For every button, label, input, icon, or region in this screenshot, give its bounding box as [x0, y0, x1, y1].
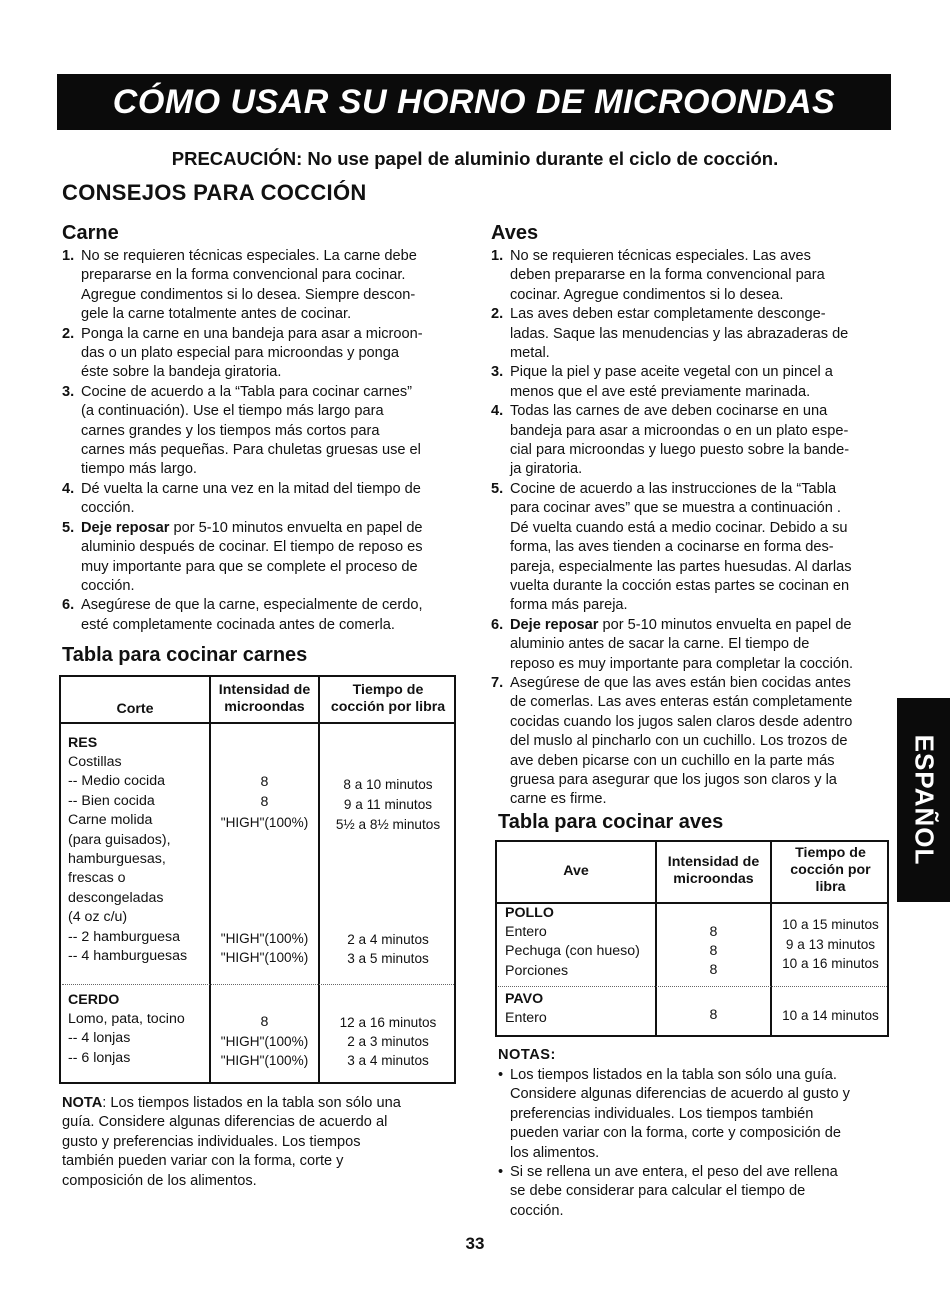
meat-table-title: Tabla para cocinar carnes	[62, 644, 308, 666]
res-time-2: 9 a 11 minutos	[343, 797, 433, 812]
note-item-1	[498, 1066, 893, 1163]
res-cut: (4 oz c/u)	[68, 909, 128, 926]
cerdo-cut: -- 6 lonjas	[68, 1049, 131, 1066]
carne-item-3	[62, 383, 462, 480]
carne-item-line: éste sobre la bandeja giratoria.	[81, 364, 282, 381]
aves-item-line: Cocine de acuerdo a las instrucciones de la “Tabla	[510, 480, 837, 497]
poultry-table-header-rule	[495, 902, 889, 904]
aves-item-1	[491, 247, 891, 305]
aves-item-line: carne es firme.	[510, 791, 607, 808]
aves-item-line: No se requieren técnicas especiales. Las aves	[510, 248, 811, 264]
cerdo-time-1: 12 a 16 minutos	[339, 1015, 437, 1030]
cerdo-power-1: 8	[260, 1014, 269, 1030]
poultry-pollo-cuts	[505, 923, 657, 981]
res-power-1: 8	[260, 774, 269, 790]
carne-item-4	[62, 480, 462, 519]
pavo-time-1: 10 a 14 minutos	[782, 1008, 879, 1023]
cerdo-cut: Lomo, pata, tocino	[68, 1011, 185, 1027]
pollo-power-1: 8	[709, 924, 718, 940]
carne-item-5	[62, 519, 462, 597]
carne-item-keyword: Deje reposar	[81, 519, 170, 536]
meat-res-cuts	[68, 753, 210, 966]
res-power-5: "HIGH"(100%)	[220, 950, 309, 965]
carne-item-number: 2.	[62, 325, 75, 342]
aves-item-number: 3.	[491, 364, 504, 381]
notes-title: NOTAS:	[498, 1047, 556, 1063]
aves-item-line: Deje reposar por 5-10 minutos envuelta en papel de	[510, 616, 852, 633]
aves-item-line: reposo es muy importante para completar la cocción.	[510, 655, 854, 672]
carne-item-number: 4.	[62, 480, 75, 497]
carne-item-line: aluminio después de cocinar. El tiempo de reposo es	[81, 539, 423, 556]
aves-item-3	[491, 363, 891, 402]
aves-item-number: 5.	[491, 480, 504, 497]
note-line: Considere algunas diferencias de acuerdo al gusto y	[510, 1086, 850, 1103]
carne-item-line: Cocine de acuerdo a la “Tabla para cocinar carnes”	[81, 383, 412, 400]
note-line: pueden variar con la forma, corte y composición de	[510, 1125, 841, 1142]
aves-item-number: 2.	[491, 306, 504, 323]
note-line: preferencias individuales. Los tiempos también	[510, 1105, 814, 1122]
pollo-power-3: 8	[709, 962, 718, 978]
meat-table-group-rule	[62, 984, 454, 985]
carne-instructions	[62, 247, 462, 635]
pollo-cut: Pechuga (con hueso)	[505, 943, 640, 960]
res-time-3: 5½ a 8½ minutos	[335, 817, 441, 832]
res-cut: -- 2 hamburguesa	[68, 928, 180, 945]
pollo-cut: Porciones	[505, 962, 569, 979]
aves-item-line: ladas. Saque las menudencias y las abrazaderas de	[510, 325, 849, 342]
notes-list	[498, 1066, 893, 1221]
carne-item-line: muy importante para que se complete el proceso de	[81, 558, 418, 575]
carne-item-number: 6.	[62, 597, 75, 614]
meat-note-line: gusto y preferencias individuales. Los tiempos	[62, 1133, 361, 1150]
res-power-4: "HIGH"(100%)	[220, 931, 309, 946]
poultry-table-title: Tabla para cocinar aves	[498, 811, 724, 833]
carne-item-line: Dé vuelta la carne una vez en la mitad del tiempo de	[81, 480, 421, 497]
carne-item-line: das o un plato especial para microondas y ponga	[81, 345, 400, 362]
carne-item-line: tiempo más largo.	[81, 461, 197, 478]
carne-item-6	[62, 596, 462, 635]
poultry-group-pavo: PAVO	[505, 991, 544, 1007]
carne-item-line: cocción.	[81, 577, 135, 594]
cerdo-time-3: 3 a 4 minutos	[347, 1053, 429, 1068]
aves-item-line: para cocinar aves” que se muestra a continuación .	[510, 500, 841, 517]
carne-item-line: Asegúrese de que la carne, especialmente de cerdo,	[81, 597, 423, 614]
cerdo-power-2: "HIGH"(100%)	[220, 1034, 309, 1049]
carne-item-line: carnes grandes y los tiempos más cortos para	[81, 422, 380, 439]
poultry-col-ave: Ave	[563, 863, 589, 879]
carne-item-1	[62, 247, 462, 325]
pollo-time-2: 9 a 13 minutos	[785, 937, 876, 952]
page-number: 33	[465, 1234, 485, 1253]
carne-item-line: gele la carne totalmente antes de cocinar.	[81, 306, 352, 323]
meat-col-corte: Corte	[116, 701, 154, 717]
meat-cerdo-cuts	[68, 1010, 210, 1068]
carne-item-line: cocción.	[81, 500, 135, 517]
aves-item-line: bandeja para asar a microondas o en un plato espe-	[510, 422, 849, 439]
carne-item-line: (a continuación). Use el tiempo más largo para	[81, 403, 384, 420]
res-cut: hamburguesas,	[68, 851, 166, 868]
meat-note-line: también pueden variar con la forma, corte y	[62, 1153, 344, 1170]
aves-item-6	[491, 616, 891, 674]
aves-item-line: Asegúrese de que las aves están bien cocidas antes	[510, 674, 851, 691]
aves-item-line: Todas las carnes de ave deben cocinarse en una	[510, 403, 828, 420]
aves-item-2	[491, 305, 891, 363]
note-item-2	[498, 1163, 893, 1221]
res-time-5: 3 a 5 minutos	[347, 951, 429, 966]
res-cut: frescas o	[68, 870, 126, 887]
page-banner-title: CÓMO USAR SU HORNO DE MICROONDAS	[57, 74, 891, 130]
res-cut: Costillas	[68, 754, 122, 770]
note-line: Si se rellena un ave entera, el peso del ave rellena	[510, 1164, 838, 1181]
pollo-cut: Entero	[505, 924, 547, 940]
carne-item-2	[62, 325, 462, 383]
pavo-power-1: 8	[709, 1007, 718, 1023]
res-cut: -- Bien cocida	[68, 792, 155, 809]
res-cut: Carne molida	[68, 812, 153, 829]
aves-item-4	[491, 402, 891, 480]
aves-item-number: 4.	[491, 403, 504, 420]
aves-item-number: 6.	[491, 616, 504, 633]
aves-item-line: vuelta durante la cocción estas partes se cocinan en	[510, 577, 850, 594]
language-tab	[897, 698, 950, 902]
note-line: cocción.	[510, 1202, 564, 1219]
aves-item-line: pareja, especialmente las partes huesudas. Al darlas	[510, 558, 852, 575]
aves-item-number: 1.	[491, 248, 504, 264]
meat-note-line: composición de los alimentos.	[62, 1172, 257, 1189]
carne-item-line: Agregue condimentos si lo desea. Siempre descon-	[81, 286, 416, 303]
aves-item-line: cocinar. Agregue condimentos si lo desea.	[510, 286, 784, 303]
aves-item-line: cial para microondas y luego puesto sobre la bande-	[510, 442, 850, 459]
meat-note-line: NOTA: Los tiempos listados en la tabla son sólo una	[62, 1095, 401, 1111]
aves-item-line: ave deben picarse con un cuchillo en la parte más	[510, 752, 835, 769]
res-time-4: 2 a 4 minutos	[347, 932, 429, 947]
aves-item-line: ja giratoria.	[510, 461, 583, 478]
aves-instructions	[491, 247, 891, 810]
res-cut: -- 4 hamburguesas	[68, 948, 188, 965]
aves-item-line: del muslo al pincharlo con un cuchillo. Los trozos de	[510, 733, 848, 750]
res-cut: (para guisados),	[68, 831, 171, 848]
meat-col-intensidad: Intensidad de microondas	[218, 682, 311, 715]
aves-item-line: de comerlas. Las aves enteras están completamente	[510, 694, 853, 711]
meat-group-res: RES	[68, 735, 98, 751]
carne-item-number: 3.	[62, 383, 75, 400]
res-power-3: "HIGH"(100%)	[220, 815, 309, 830]
pollo-power-2: 8	[709, 943, 718, 959]
meat-note-line: guía. Considere algunas diferencias de acuerdo al	[62, 1114, 388, 1131]
poultry-col-tiempo: Tiempo de cocción por libra	[790, 845, 871, 895]
res-cut: descongeladas	[68, 889, 164, 906]
meat-table-header-rule	[59, 722, 456, 724]
poultry-table-group-rule	[498, 986, 887, 987]
res-cut: -- Medio cocida	[68, 773, 165, 790]
carne-item-line: prepararse en la forma convencional para cocinar.	[81, 267, 406, 284]
aves-item-7	[491, 674, 891, 810]
aves-item-line: Pique la piel y pase aceite vegetal con un pincel a	[510, 364, 833, 381]
note-line: los alimentos.	[510, 1144, 600, 1161]
meat-group-cerdo: CERDO	[68, 992, 120, 1008]
meat-table-note	[62, 1094, 452, 1191]
language-tab-label: ESPAÑOL	[909, 734, 939, 866]
poultry-group-pollo: POLLO	[505, 905, 554, 921]
section-title: CONSEJOS PARA COCCIÓN	[62, 180, 367, 205]
poultry-col-intensidad: Intensidad de microondas	[667, 854, 760, 887]
aves-item-keyword: Deje reposar	[510, 616, 599, 633]
caution-notice: PRECAUCIÓN: No use papel de aluminio durante el ciclo de cocción.	[171, 148, 779, 169]
note-line: Los tiempos listados en la tabla son sólo una guía.	[510, 1067, 837, 1083]
pollo-time-1: 10 a 15 minutos	[782, 917, 879, 932]
carne-item-line: esté completamente cocinada antes de comerla.	[81, 616, 395, 633]
meat-col-tiempo: Tiempo de cocción por libra	[330, 682, 446, 715]
cerdo-cut: -- 4 lonjas	[68, 1030, 131, 1047]
aves-item-line: forma, las aves tienden a cocinarse en forma des-	[510, 539, 834, 556]
note-line: se debe considerar para calcular el tiempo de	[510, 1183, 806, 1200]
aves-item-5	[491, 480, 891, 616]
carne-item-line: carnes más pequeñas. Para chuletas gruesas use el	[81, 442, 421, 459]
aves-heading: Aves	[491, 222, 539, 244]
carne-heading: Carne	[62, 222, 119, 244]
aves-item-line: aluminio antes de sacar la carne. El tiempo de	[510, 636, 810, 653]
carne-item-line: No se requieren técnicas especiales. La carne debe	[81, 248, 417, 264]
cerdo-power-3: "HIGH"(100%)	[220, 1053, 309, 1068]
carne-item-line: Deje reposar por 5-10 minutos envuelta en papel de	[81, 519, 423, 536]
aves-item-line: forma más pareja.	[510, 597, 628, 614]
aves-item-line: Dé vuelta cuando está a medio cocinar. Debido a su	[510, 519, 848, 536]
res-power-2: 8	[260, 794, 269, 810]
aves-item-line: deben prepararse en la forma convencional para	[510, 267, 825, 284]
carne-item-line: Ponga la carne en una bandeja para asar a microon-	[81, 325, 423, 342]
cerdo-time-2: 2 a 3 minutos	[347, 1034, 429, 1049]
aves-item-line: cocidas cuando los jugos salen claros desde adentro	[510, 713, 853, 730]
pollo-time-3: 10 a 16 minutos	[782, 956, 879, 971]
bullet-icon: •	[498, 1164, 504, 1181]
aves-item-line: Las aves deben estar completamente desconge-	[510, 306, 826, 323]
aves-item-line: metal.	[510, 345, 550, 362]
aves-item-number: 7.	[491, 674, 504, 691]
carne-item-number: 5.	[62, 519, 75, 536]
aves-item-line: gruesa para asegurar que los jugos son claros y la	[510, 771, 837, 788]
bullet-icon: •	[498, 1067, 504, 1083]
aves-item-line: menos que el ave esté previamente marinada.	[510, 383, 811, 400]
carne-item-number: 1.	[62, 248, 75, 264]
res-time-1: 8 a 10 minutos	[343, 777, 433, 792]
meat-note-label: NOTA	[62, 1095, 103, 1111]
pavo-cut-1: Entero	[505, 1010, 547, 1026]
